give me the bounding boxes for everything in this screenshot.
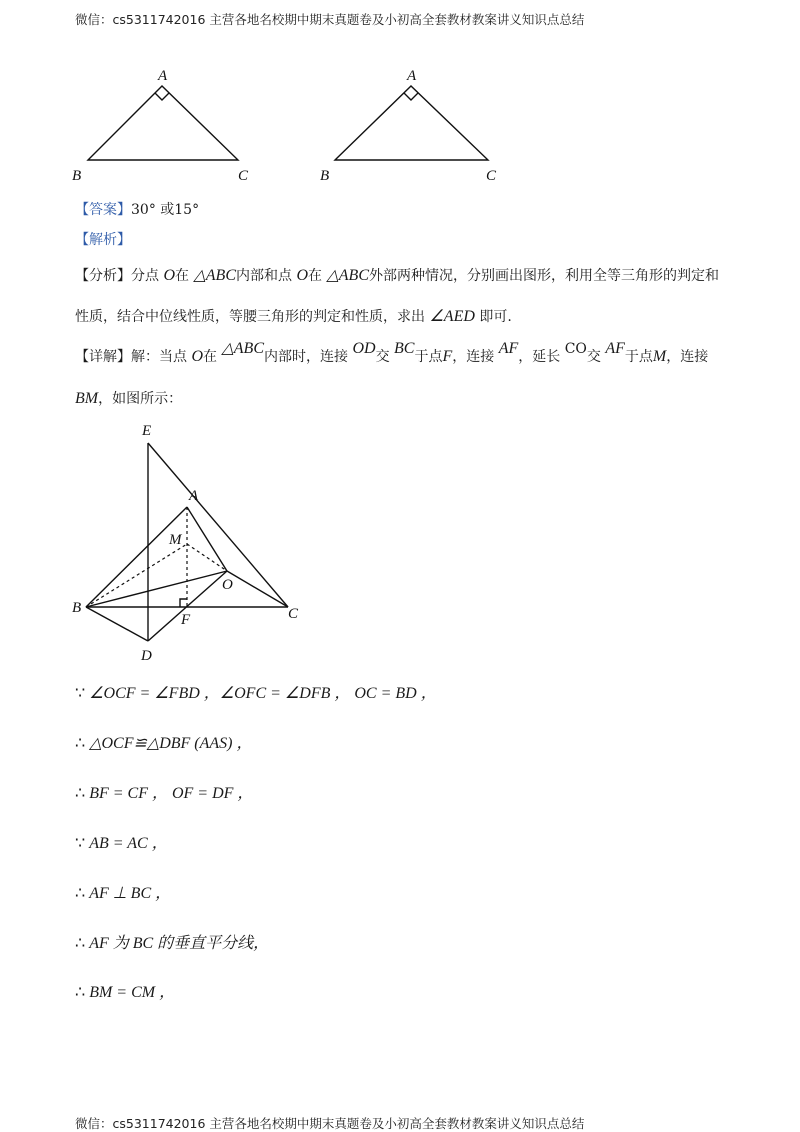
proof-step	[75, 680, 437, 703]
fenxi-line-1	[75, 265, 719, 285]
xiangjie-line-2	[75, 388, 182, 408]
math-AF: AF	[605, 340, 625, 357]
page-header: 微信：cs5311742016 主营各地名校期中期末真题卷及小初高全套教材教案讲义知识点总结	[75, 12, 585, 27]
proof-step	[75, 830, 168, 853]
math-abc: △ABC	[193, 267, 236, 284]
figure-geometry	[60, 415, 320, 670]
proof-symbol: ∴	[75, 883, 86, 902]
label-B: B	[72, 600, 82, 616]
proof-expression: AF 为 BC 的垂直平分线，	[89, 935, 270, 952]
proof-step	[75, 780, 253, 803]
label-E: E	[142, 423, 152, 439]
fenxi-text: 分点	[131, 268, 159, 284]
xj-text: ，如图所示：	[98, 391, 183, 407]
proof-expression: AB = AC ，	[89, 835, 168, 852]
math-abc: △ABC	[221, 340, 264, 357]
label-F: F	[181, 612, 191, 628]
proof-step	[75, 730, 253, 753]
label-C: C	[288, 606, 299, 622]
label-B1: B	[72, 168, 82, 184]
proof-expression: △OCF≌△DBF (AAS) ，	[89, 735, 253, 752]
proof-step	[75, 979, 175, 1002]
xj-text: 内部时，连接	[264, 349, 348, 365]
analysis-tag: 【解析】	[75, 232, 131, 248]
math-BC: BC	[394, 340, 415, 357]
math-CO: CO	[564, 341, 587, 357]
fenxi-text: 即可.	[479, 309, 512, 325]
proof-symbol: ∴	[75, 733, 86, 752]
xj-text: 在	[203, 349, 218, 365]
proof-expression: BM = CM ，	[89, 984, 176, 1001]
fenxi-text: 在	[175, 268, 190, 284]
math-AF: AF	[498, 340, 519, 357]
label-B2: B	[320, 168, 330, 184]
label-O: O	[222, 577, 233, 593]
fenxi-text: 性质，结合中位线性质，等腰三角形的判定和性质，求出	[75, 309, 425, 325]
proof-symbol: ∴	[75, 783, 86, 802]
math-BM: BM	[75, 390, 99, 407]
math-OD: OD	[352, 340, 376, 357]
xiangjie-tag: 【详解】	[75, 349, 131, 365]
xiangjie-line-1	[75, 340, 709, 366]
label-A: A	[189, 488, 199, 504]
proof-expression: ∠OCF = ∠FBD ，∠OFC = ∠DFB ， OC = BD ，	[89, 685, 437, 702]
math-O: O	[191, 348, 204, 365]
label-A2: A	[407, 68, 417, 84]
answer-text: 30° 或15°	[131, 202, 200, 218]
fenxi-text: 内部和点	[236, 268, 292, 284]
math-M: M	[652, 348, 667, 365]
fenxi-tag: 【分析】	[75, 268, 131, 284]
label-C2: C	[486, 168, 497, 184]
xj-text: ，延长	[518, 349, 561, 365]
label-A1: A	[158, 68, 168, 84]
answer-line	[75, 199, 199, 219]
xj-text: 于点	[414, 349, 443, 365]
figure-two-triangles	[60, 60, 520, 188]
answer-tag: 【答案】	[75, 202, 131, 218]
math-abc: △ABC	[326, 267, 369, 284]
fenxi-text: 在	[308, 268, 323, 284]
xj-text: 解：当点	[131, 349, 187, 365]
proof-symbol: ∴	[75, 933, 86, 952]
math-F: F	[442, 348, 453, 365]
label-D: D	[141, 648, 152, 664]
xj-text: ，连接	[666, 349, 709, 365]
proof-expression: BF = CF ， OF = DF ，	[89, 785, 254, 802]
proof-step	[75, 930, 269, 953]
math-O: O	[163, 267, 176, 284]
proof-symbol: ∴	[75, 982, 86, 1001]
analysis-tag-line	[75, 229, 131, 249]
label-C1: C	[238, 168, 249, 184]
xj-text: 交	[375, 349, 390, 365]
xj-text: 交	[586, 349, 601, 365]
math-aed: ∠AED	[429, 308, 475, 325]
proof-symbol: ∵	[75, 683, 86, 702]
math-O: O	[296, 267, 309, 284]
label-M: M	[169, 532, 182, 548]
proof-step	[75, 880, 171, 903]
xj-text: ，连接	[452, 349, 495, 365]
page-footer: 微信：cs5311742016 主营各地名校期中期末真题卷及小初高全套教材教案讲义知识点总结	[75, 1116, 585, 1131]
proof-symbol: ∵	[75, 833, 86, 852]
xj-text: 于点	[624, 349, 653, 365]
fenxi-line-2	[75, 306, 512, 326]
proof-expression: AF ⊥ BC ，	[89, 885, 172, 902]
fenxi-text: 外部两种情况，分别画出图形，利用全等三角形的判定和	[369, 268, 719, 284]
